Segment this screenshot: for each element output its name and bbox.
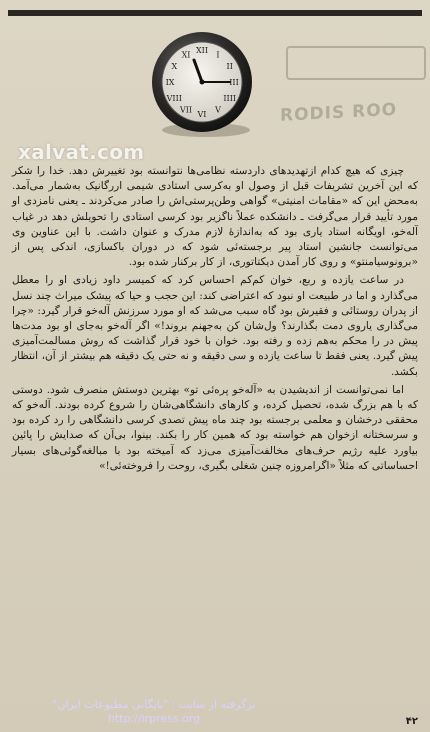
background-banner-image (280, 40, 430, 146)
clock-numeral: II (226, 62, 233, 71)
clock-numeral: V (215, 105, 221, 115)
clock-numeral: VI (197, 110, 207, 119)
watermark: xalvat.com (18, 140, 145, 164)
clock-numeral: VII (179, 105, 193, 115)
clock-numeral: XI (181, 50, 191, 60)
clock-illustration (148, 30, 256, 138)
clock-numeral: VIII (166, 94, 182, 103)
page-number: ۴۲ (405, 716, 418, 727)
clock-numeral: IX (165, 78, 175, 87)
article-paragraph-1: چیزی که هیچ کدام ازتهدیدهای داردسته نظامی‌ها نتوانسته بود تغییرش دهد. خدا را شکر که این آخرین تشریفات قبل از وصول او به‌کرسی استادی شیمی اررگانیک به‌شمار می‌آمد. به‌محض این که «مقامات امنیتی» گواهی وطن‌پرستی‌اش را صادر می‌کردند ـ یعنی نامزدی او مورد تأیید قرار می‌گرفت ـ دانشکده عملاً ناگزیر بود کرسی استادی را تحویلش دهد در غیاب آله‌خو، اویگانه استاد یاری بود که به‌اندازهٔ لازم مدرک و عنوان داشت. با این عناوین وی می‌توانست جانشین استاد پیر برجسته‌ئی شود که در دوران باکسازی، اندکی پس از «برونوسیامنتو» و روی کار آمدن دیکتاتوری، از کار برکنار شده بود. (12, 165, 418, 269)
banner-lettering: RODIS ROO (280, 99, 398, 126)
article-body (12, 164, 418, 477)
banner-frame (286, 46, 426, 80)
source-text: برگرفته از سایت : "بایگانی مطبوعات ایران" (52, 698, 256, 711)
article-paragraph-2: در ساعت یازده و ربع، خوان کم‌کم احساس کرد که کمیسر داود زیادی او را معطل می‌گذارد و اما در طبیعت او نبود که اعتراضی کند: این حجب و حیا که پیشک میراث چند نسل از پدران روستائی و فقیرش بود گاه سبب می‌شد که او مورد سرزنش آله‌خو قرار گیرد: «چرا می‌گذاری یاروی دمت بگذارند؟ ول‌شان کن به‌جهنم بروند!» اگر آله‌خو به‌جای او بود مدت‌ها پیش در را محکم به‌هم زده و رفته بود. خوان با خود قرار گذاشت که روش مسالمت‌آمیزی پیش گیرد. یعنی فقط تا ساعت یازده و سی دقیقه و نه حتی یک دقیقه هم بیشتر از آن، انتظار بکشد. (12, 274, 418, 378)
top-rule (8, 10, 422, 16)
article-paragraph-3: اما نمی‌توانست از اندیشیدن به «آله‌خو پره‌ئی تو» بهترین دوستش منصرف شود. دوستی که با هم بزرگ شده، تحصیل کرده، و کارهای دانشگاهی‌شان را شروع کرده بودند. آله‌خو که محققی درخشان و معلمی برجسته بود چند ماه پیش تصدی کرسی دانشگاهی را رد کرده بود و سرسختانه ازخوان هم خواسته بود که همین کار را بکند. بینوا، بی‌آن که صدایش را پائین بیاورد علیه رژیم حرف‌های مخالفت‌آمیزی می‌زد که آمیخته بود با مبالغه‌گوئی‌های بسیار احساساتی که مثلاً «اگرامروزه چنین شغلی بگیری، روحت را فروخته‌ئی!» (12, 383, 418, 472)
clock-numeral: X (171, 62, 178, 71)
source-credit (24, 698, 284, 725)
clock-numeral: XII (195, 46, 209, 55)
source-url[interactable]: http://irpress.org (107, 712, 201, 725)
clock-numeral: I (216, 50, 220, 60)
clock-numeral: IIII (223, 94, 237, 103)
clock-center (200, 80, 205, 85)
clock-numeral: III (229, 78, 239, 87)
